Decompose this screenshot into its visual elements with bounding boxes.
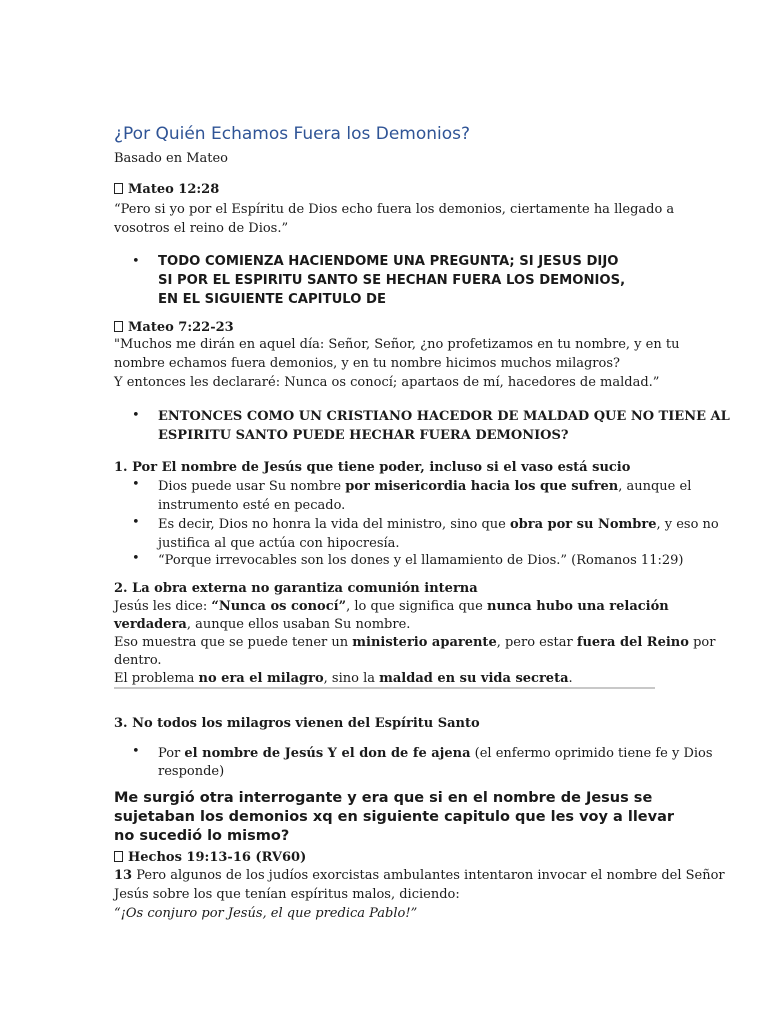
reference-mateo-12: Mateo 12:28 [114, 180, 219, 199]
question-line: TODO COMIENZA HACIENDOME UNA PREGUNTA; SI JESUS DIJO [158, 254, 619, 269]
reference-mateo-7: Mateo 7:22-23 [114, 318, 234, 337]
reference-hechos-19: Hechos 19:13-16 (RV60) [114, 848, 306, 867]
verse-line: 13 Pero algunos de los judíos exorcistas ambulantes intentaron invocar el nombre del Señor [114, 868, 725, 883]
quote-line: vosotros el reino de Dios.” [114, 221, 289, 236]
point-2-line: dentro. [114, 653, 162, 668]
quote-line: nombre echamos fuera demonios, y en tu nombre hicimos muchos milagros? [114, 356, 620, 371]
subtitle: Basado en Mateo [114, 151, 229, 166]
bullet: • [132, 254, 140, 269]
bullet: • [132, 551, 140, 566]
point-2-line: verdadera, aunque ellos usaban Su nombre. [114, 617, 411, 632]
question-3-line: Me surgió otra interrogante y era que si en el nombre de Jesus se [114, 790, 653, 806]
point-3-bullet-1-cont: responde) [158, 764, 225, 779]
point-2-heading: 2. La obra externa no garantiza comunión interna [114, 581, 478, 596]
question-line: EN EL SIGUIENTE CAPITULO DE [158, 292, 386, 307]
question-line: ESPIRITU SANTO PUEDE HECHAR FUERA DEMONIOS? [158, 428, 569, 443]
point-1-heading: 1. Por El nombre de Jesús que tiene poder, incluso si el vaso está sucio [114, 460, 631, 475]
book-icon [114, 321, 123, 332]
point-2-line: El problema no era el milagro, sino la maldad en su vida secreta. [114, 671, 573, 686]
book-icon [114, 183, 123, 194]
verse-line: Jesús sobre los que tenían espíritus malos, diciendo: [114, 887, 460, 902]
quote-line: "Muchos me dirán en aquel día: Señor, Señor, ¿no profetizamos en tu nombre, y en tu [114, 337, 680, 352]
point-2-line: Jesús les dice: “Nunca os conocí”, lo que significa que nunca hubo una relación [114, 599, 669, 614]
bullet: • [132, 408, 140, 423]
question-3-line: no sucedió lo mismo? [114, 828, 290, 844]
verse-line: “¡Os conjuro por Jesús, el que predica Pablo!” [114, 906, 418, 921]
point-1-bullet-1: Dios puede usar Su nombre por misericordia hacia los que sufren, aunque el [158, 479, 692, 494]
point-1-bullet-2-cont: justifica al que actúa con hipocresía. [158, 536, 400, 551]
quote-line: Y entonces les declararé: Nunca os conocí; apartaos de mí, hacedores de maldad.” [114, 375, 660, 390]
horizontal-rule [114, 687, 655, 689]
point-1-bullet-3: “Porque irrevocables son los dones y el llamamiento de Dios.” (Romanos 11:29) [158, 553, 684, 568]
document-title: ¿Por Quién Echamos Fuera los Demonios? [114, 124, 471, 144]
bullet: • [132, 515, 140, 530]
bullet: • [132, 477, 140, 492]
point-3-bullet-1: Por el nombre de Jesús Y el don de fe ajena (el enfermo oprimido tiene fe y Dios [158, 746, 713, 761]
book-icon [114, 851, 123, 862]
question-3-line: sujetaban los demonios xq en siguiente capitulo que les voy a llevar [114, 809, 675, 825]
point-1-bullet-2: Es decir, Dios no honra la vida del ministro, sino que obra por su Nombre, y eso no [158, 517, 719, 532]
quote-line: “Pero si yo por el Espíritu de Dios echo fuera los demonios, ciertamente ha llegado a [114, 202, 675, 217]
point-2-line: Eso muestra que se puede tener un ministerio aparente, pero estar fuera del Reino por [114, 635, 716, 650]
question-line: ENTONCES COMO UN CRISTIANO HACEDOR DE MALDAD QUE NO TIENE AL [158, 409, 730, 424]
point-3-heading: 3. No todos los milagros vienen del Espíritu Santo [114, 716, 480, 731]
bullet: • [132, 744, 140, 759]
point-1-bullet-1-cont: instrumento esté en pecado. [158, 498, 346, 513]
question-line: SI POR EL ESPIRITU SANTO SE HECHAN FUERA LOS DEMONIOS, [158, 273, 626, 288]
